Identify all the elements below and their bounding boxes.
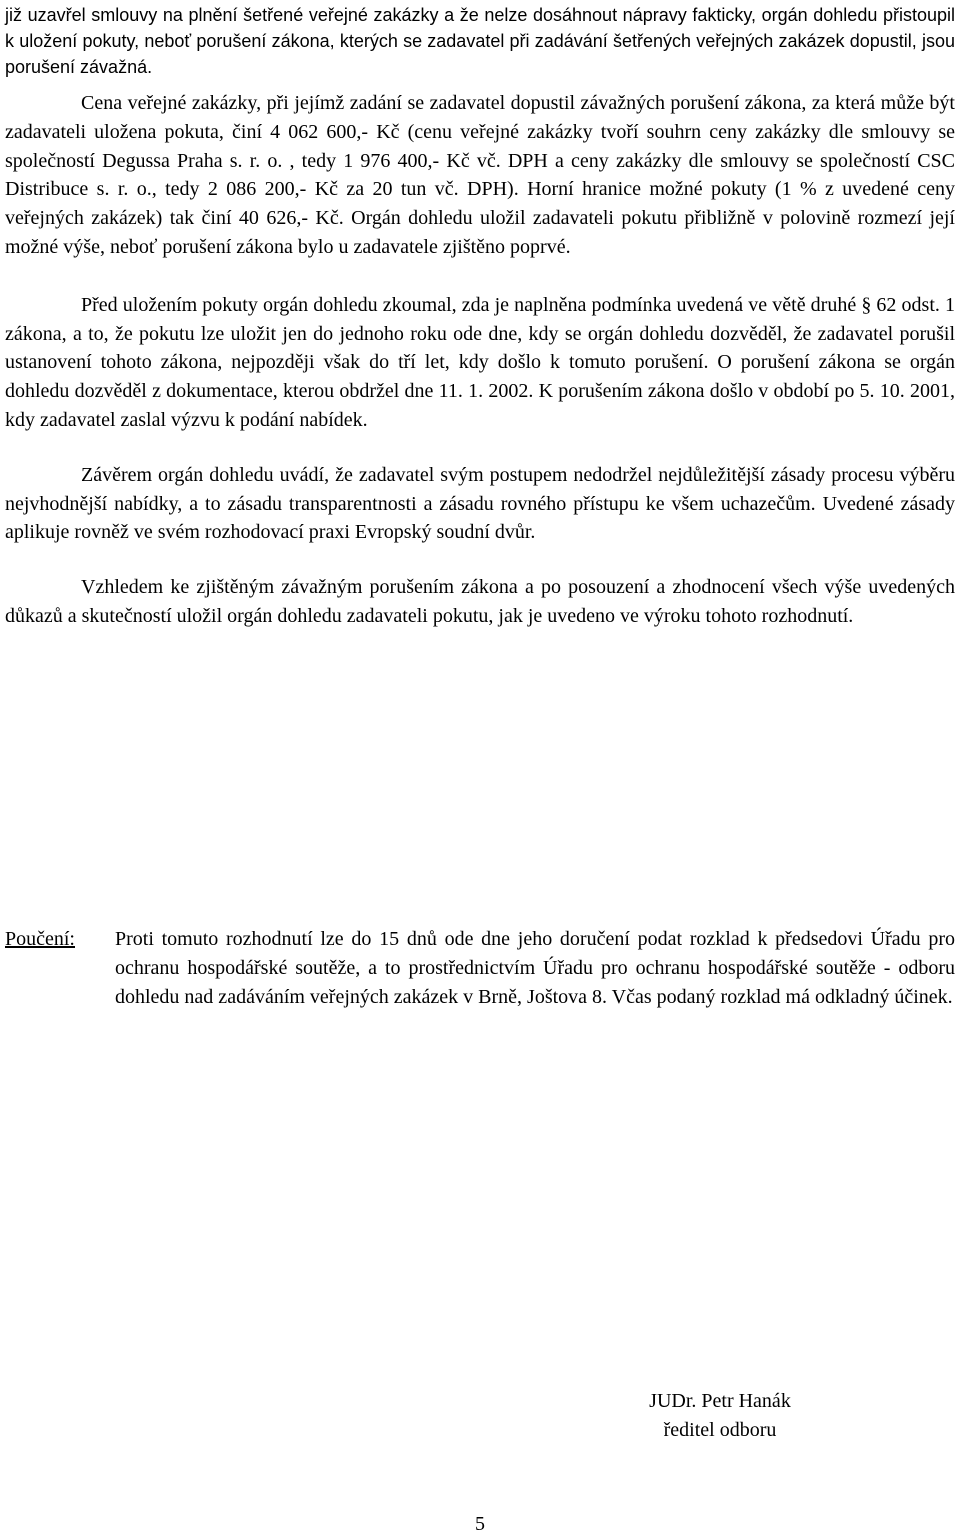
page-number: 5 <box>475 1513 485 1535</box>
signature-title: ředitel odboru <box>663 1418 777 1441</box>
paragraph-continuation: již uzavřel smlouvy na plnění šetřené veřejné zakázky a že nelze dosáhnout nápravy fakticky, orgán dohledu přistoupil k uložení pokuty, neboť porušení zákona, kterých se zadavatel při zadávání šetřených veřejných zakázek dopustil, jsou porušení závažná. <box>5 5 955 77</box>
signature-name: JUDr. Petr Hanák <box>649 1390 791 1412</box>
document-body <box>5 0 955 631</box>
legal-instruction-text: Proti tomuto rozhodnutí lze do 15 dnů ode dne jeho doručení podat rozklad k předsedovi Úřadu pro ochranu hospodářské soutěže, a to prostřednictvím Úřadu pro ochranu hospodářské soutěže - odboru dohledu nad zadáváním veřejných zakázek v Brně, Joštova 8. Včas podaný rozklad má odkladný účinek. <box>115 928 955 1008</box>
paragraph-penalty-calculation: Cena veřejné zakázky, při jejímž zadání se zadavatel dopustil závažných porušení zákona, za která může být zadavateli uložena pokuta, činí 4 062 600,- Kč (cenu veřejné zakázky tvoří souhrn ceny zakázky dle smlouvy se společností Degussa Praha s. r. o. , tedy 1 976 400,- Kč vč. DPH a ceny zakázky dle smlouvy se společností CSC Distribuce s. r. o., tedy 2 086 200,- Kč za 20 tun vč. DPH). Horní hranice možné pokuty (1 % z uvedené ceny veřejných zakázek) tak činí 40 626,- Kč. Orgán dohledu uložil zadavateli pokutu přibližně v polovině rozmezí její možné výše, neboť porušení zákona bylo u zadavatele zjištěno poprvé. <box>5 92 955 258</box>
legal-instruction-label: Poučení: <box>5 928 75 950</box>
paragraph-conclusion: Závěrem orgán dohledu uvádí, že zadavatel svým postupem nedodržel nejdůležitější zásady procesu výběru nejvhodnější nabídky, a to zásadu transparentnosti a zásadu rovného přístupu ke všem uchazečům. Uvedené zásady aplikuje rovněž ve svém rozhodovací praxi Evropský soudní dvůr. <box>5 463 955 544</box>
signature-block <box>600 1387 840 1445</box>
paragraph-time-limits: Před uložením pokuty orgán dohledu zkoumal, zda je naplněna podmínka uvedená ve větě druhé § 62 odst. 1 zákona, a to, že pokutu lze uložit jen do jednoho roku ode dne, kdy se orgán dohledu dozvěděl, že zadavatel porušil ustanovení tohoto zákona, nejpozději však do tří let, kdy došlo k tomuto porušení. O porušení zákona se orgán dohledu dozvěděl z dokumentace, kterou obdržel dne 11. 1. 2002. K porušením zákona došlo v období po 5. 10. 2001, kdy zadavatel zaslal výzvu k podání nabídek. <box>5 293 955 431</box>
legal-instruction <box>5 925 955 1011</box>
paragraph-summary: Vzhledem ke zjištěným závažným porušením zákona a po posouzení a zhodnocení všech výše uvedených důkazů a skutečností uložil orgán dohledu zadavateli pokutu, jak je uvedeno ve výroku tohoto rozhodnutí. <box>5 576 955 627</box>
